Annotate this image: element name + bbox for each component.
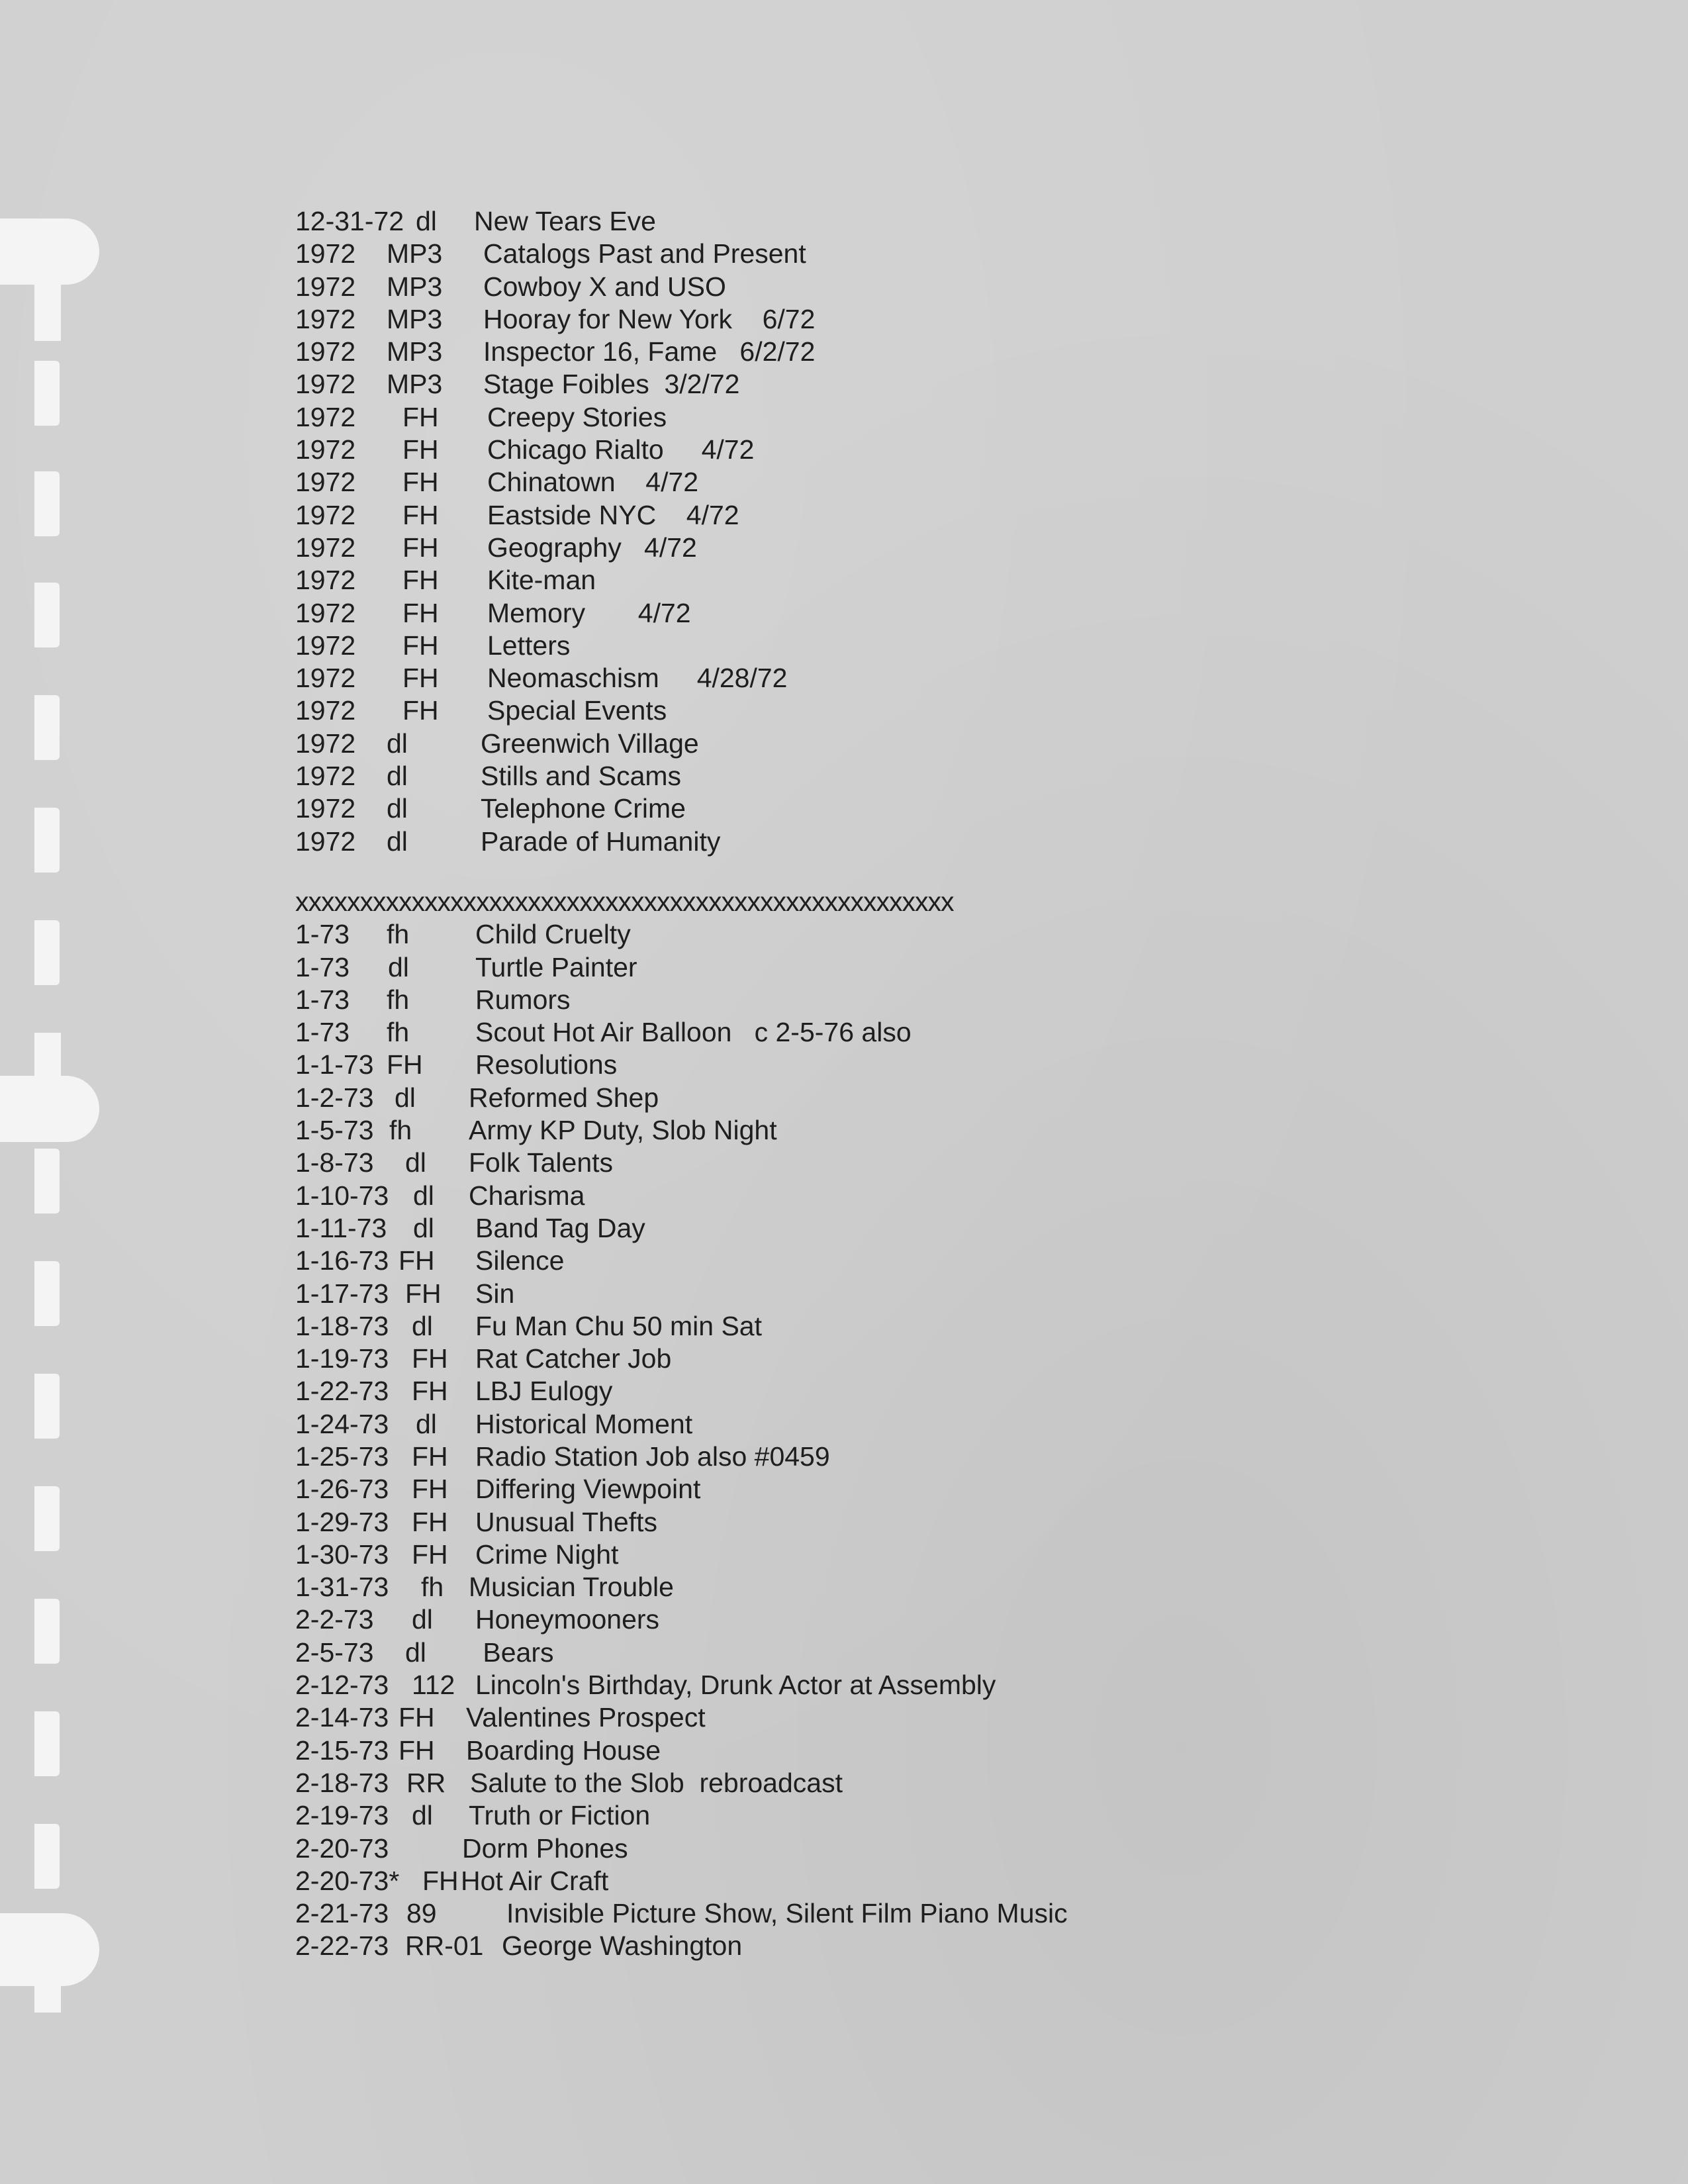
list-entry <box>295 1539 1619 1571</box>
entry-title: Lincoln's Birthday, Drunk Actor at Assembly <box>475 1670 996 1701</box>
entry-title: Truth or Fiction <box>469 1800 651 1831</box>
entry-date: 1-25-73 <box>295 1441 389 1472</box>
entry-title: Inspector 16, Fame 6/2/72 <box>483 336 816 367</box>
binder-hole-bottom-stem <box>34 1979 61 2013</box>
list-entry <box>295 1180 1619 1212</box>
entry-title: Unusual Thefts <box>475 1506 658 1537</box>
list-entry <box>295 499 1619 532</box>
entry-code: dl <box>405 1637 426 1668</box>
list-entry <box>295 951 1619 984</box>
list-entry <box>295 760 1619 792</box>
entry-title: Sin <box>475 1278 515 1309</box>
entry-title: Musician Trouble <box>469 1572 674 1603</box>
binder-slot <box>34 361 60 426</box>
entry-code: RR-01 <box>405 1930 484 1962</box>
entry-date: 1-73 <box>295 951 350 982</box>
entry-date: 1-10-73 <box>295 1180 389 1211</box>
entry-date: 1972 <box>295 238 356 269</box>
entry-code: dl <box>412 1800 433 1831</box>
entry-title: Invisible Picture Show, Silent Film Piano Music <box>469 1898 1068 1929</box>
entry-code: FH <box>422 1865 459 1896</box>
entry-date: 2-5-73 <box>295 1637 374 1668</box>
entry-code: dl <box>416 206 437 236</box>
entry-date: 1-1-73 <box>295 1049 374 1080</box>
list-entry <box>295 564 1619 596</box>
list-entry <box>295 1506 1619 1539</box>
binder-slot <box>34 1824 60 1889</box>
list-entry <box>295 205 1619 238</box>
binder-slot <box>34 695 60 760</box>
entry-date: 1-8-73 <box>295 1147 374 1178</box>
entry-code: dl <box>412 1310 433 1341</box>
entry-title: Scout Hot Air Balloon c 2-5-76 also <box>475 1017 912 1048</box>
list-entry <box>295 1669 1619 1701</box>
entry-date: 2-19-73 <box>295 1800 389 1831</box>
entry-title: Rat Catcher Job <box>475 1343 672 1374</box>
entry-title: Resolutions <box>475 1049 618 1080</box>
list-entry <box>295 1734 1619 1767</box>
list-entry <box>295 532 1619 564</box>
list-entry <box>295 271 1619 303</box>
entry-title: Band Tag Day <box>475 1212 645 1243</box>
entry-date: 1-19-73 <box>295 1343 389 1374</box>
entry-code: FH <box>412 1539 448 1570</box>
list-entry <box>295 1343 1619 1375</box>
entry-date: 2-21-73 <box>295 1898 389 1929</box>
entry-title: Differing Viewpoint <box>475 1474 701 1505</box>
binder-slot <box>34 1599 60 1664</box>
entry-date: 1972 <box>295 761 356 792</box>
entry-code: dl <box>405 1147 426 1178</box>
entry-title: Valentines Prospect <box>466 1702 706 1733</box>
entry-date: 1-16-73 <box>295 1245 389 1276</box>
entry-date: 1972 <box>295 271 356 302</box>
entry-date: 1-5-73 <box>295 1115 374 1146</box>
entry-code: dl <box>413 1180 434 1211</box>
entry-date: 1972 <box>295 467 356 498</box>
entry-date: 1972 <box>295 499 356 530</box>
list-entry <box>295 336 1619 368</box>
entry-date: 1972 <box>295 401 356 432</box>
entry-title: Chinatown 4/72 <box>487 467 699 498</box>
list-entry <box>295 1310 1619 1343</box>
entry-code: FH <box>412 1506 448 1537</box>
entry-code: fh <box>387 984 410 1015</box>
entry-code: FH <box>402 401 439 432</box>
entry-date: 1972 <box>295 532 356 563</box>
entry-title: Geography 4/72 <box>487 532 697 563</box>
entry-code: MP3 <box>387 369 443 400</box>
entry-code: dl <box>413 1212 434 1243</box>
binder-slot <box>34 1261 60 1326</box>
entry-date: 1972 <box>295 369 356 400</box>
entry-title: Telephone Crime <box>481 793 686 824</box>
list-entry <box>295 434 1619 466</box>
entry-date: 1-24-73 <box>295 1408 389 1439</box>
entry-title: Honeymooners <box>475 1604 660 1635</box>
list-entry <box>295 1767 1619 1799</box>
entry-title: Fu Man Chu 50 min Sat <box>475 1310 762 1341</box>
entry-date: 1-26-73 <box>295 1474 389 1505</box>
entry-date: 1-73 <box>295 984 350 1015</box>
entry-date: 1972 <box>295 826 356 857</box>
entry-title: Neomaschism 4/28/72 <box>487 663 788 694</box>
entry-code: dl <box>387 793 408 824</box>
entry-title: Historical Moment <box>475 1408 693 1439</box>
entry-date: 1972 <box>295 728 356 759</box>
episode-listing <box>295 205 1619 1963</box>
separator-line: xxxxxxxxxxxxxxxxxxxxxxxxxxxxxxxxxxxxxxxxxxxxxxxxxxx <box>295 886 954 917</box>
entry-title: Memory 4/72 <box>487 597 691 628</box>
binder-slot <box>34 920 60 985</box>
list-entry <box>295 1571 1619 1603</box>
list-entry <box>295 662 1619 694</box>
binder-slot <box>34 808 60 873</box>
binder-slot <box>34 1486 60 1551</box>
entry-title: Charisma <box>469 1180 585 1211</box>
entry-title: Silence <box>475 1245 565 1276</box>
entry-date: 2-20-73* <box>295 1865 400 1896</box>
entry-date: 1972 <box>295 630 356 661</box>
entry-code: FH <box>399 1734 435 1766</box>
entry-code: 112 <box>412 1670 455 1701</box>
entry-code: dl <box>416 1408 437 1439</box>
entry-date: 1972 <box>295 434 356 465</box>
list-entry <box>295 1701 1619 1734</box>
entry-title: Bears <box>475 1637 554 1668</box>
entry-date: 1-73 <box>295 1017 350 1048</box>
entry-code: MP3 <box>387 271 443 302</box>
entry-date: 2-22-73 <box>295 1930 389 1962</box>
entry-date: 1972 <box>295 336 356 367</box>
entry-code: fh <box>421 1572 444 1603</box>
list-entry <box>295 1832 1619 1865</box>
entry-title: Dorm Phones <box>462 1832 628 1864</box>
entry-code: FH <box>402 597 439 628</box>
entry-date: 1972 <box>295 565 356 596</box>
entry-title: Hooray for New York 6/72 <box>483 303 816 334</box>
list-entry <box>295 918 1619 951</box>
entry-title: Hot Air Craft <box>461 1865 609 1896</box>
entry-code: fh <box>389 1115 412 1146</box>
section-gap <box>295 858 1619 886</box>
entry-code: FH <box>387 1049 423 1080</box>
entry-date: 12-31-72 <box>295 206 404 236</box>
list-entry <box>295 401 1619 434</box>
binder-slot <box>34 1711 60 1776</box>
list-entry <box>295 1637 1619 1669</box>
binder-slot <box>34 1149 60 1213</box>
entry-date: 2-2-73 <box>295 1604 374 1635</box>
entry-date: 1-31-73 <box>295 1572 389 1603</box>
entry-title: Stage Foibles 3/2/72 <box>483 369 740 400</box>
list-entry <box>295 1930 1619 1962</box>
entry-title: George Washington <box>502 1930 743 1962</box>
entry-date: 1-17-73 <box>295 1278 389 1309</box>
entry-date: 1972 <box>295 303 356 334</box>
list-entry <box>295 1408 1619 1441</box>
list-entry <box>295 1603 1619 1636</box>
entry-date: 1-18-73 <box>295 1310 389 1341</box>
entry-code: fh <box>387 919 410 950</box>
list-entry <box>295 238 1619 270</box>
list-entry <box>295 1865 1619 1897</box>
list-entry <box>295 597 1619 630</box>
entry-title: Reformed Shep <box>469 1082 659 1113</box>
entry-title: Cowboy X and USO <box>483 271 726 302</box>
entry-code: FH <box>402 630 439 661</box>
entry-code: dl <box>387 761 408 792</box>
binder-slot <box>34 471 60 536</box>
list-entry <box>295 1082 1619 1114</box>
entry-date: 1-29-73 <box>295 1506 389 1537</box>
entry-code: FH <box>399 1702 435 1733</box>
binder-slot <box>34 1374 60 1439</box>
list-entry <box>295 1441 1619 1473</box>
entry-title: Folk Talents <box>469 1147 614 1178</box>
entry-code: FH <box>402 663 439 694</box>
entry-title: Boarding House <box>466 1734 661 1766</box>
list-entry <box>295 792 1619 825</box>
entry-title: Catalogs Past and Present <box>483 238 806 269</box>
entry-date: 1-11-73 <box>295 1212 387 1243</box>
entry-title: Child Cruelty <box>475 919 631 950</box>
entry-title: Salute to the Slob rebroadcast <box>470 1767 843 1798</box>
entry-code: MP3 <box>387 303 443 334</box>
entry-title: Radio Station Job also #0459 <box>475 1441 830 1472</box>
entry-date: 2-14-73 <box>295 1702 389 1733</box>
entry-code: FH <box>402 565 439 596</box>
entry-title: Turtle Painter <box>475 951 637 982</box>
entry-title: Crime Night <box>475 1539 619 1570</box>
entry-date: 2-15-73 <box>295 1734 389 1766</box>
entry-code: RR <box>406 1767 446 1798</box>
list-entry <box>295 1473 1619 1505</box>
list-entry <box>295 1375 1619 1407</box>
entry-title: Greenwich Village <box>481 728 699 759</box>
entry-code: FH <box>412 1343 448 1374</box>
list-entry <box>295 1114 1619 1147</box>
list-entry <box>295 1897 1619 1930</box>
binder-hole-top-stem <box>34 278 61 341</box>
entry-code: dl <box>395 1082 416 1113</box>
list-entry <box>295 826 1619 858</box>
entry-code: FH <box>402 467 439 498</box>
entry-code: fh <box>387 1017 410 1048</box>
list-entry <box>295 1049 1619 1081</box>
list-entry <box>295 1245 1619 1277</box>
entry-title: New Tears Eve <box>474 206 656 236</box>
entry-title: Special Events <box>487 695 667 726</box>
entry-date: 2-12-73 <box>295 1670 389 1701</box>
binder-slot <box>34 583 60 647</box>
entry-date: 1972 <box>295 597 356 628</box>
entry-title: Kite-man <box>487 565 596 596</box>
entry-code: dl <box>412 1604 433 1635</box>
list-entry <box>295 303 1619 336</box>
entry-date: 2-18-73 <box>295 1767 389 1798</box>
listing-1973 <box>295 918 1619 1963</box>
entry-code: FH <box>402 532 439 563</box>
entry-code: FH <box>402 499 439 530</box>
entry-code: MP3 <box>387 238 443 269</box>
entry-title: Eastside NYC 4/72 <box>487 499 739 530</box>
entry-code: FH <box>405 1278 442 1309</box>
entry-code: FH <box>412 1376 448 1407</box>
entry-code: FH <box>402 695 439 726</box>
entry-date: 1-73 <box>295 919 350 950</box>
list-entry <box>295 694 1619 727</box>
list-entry <box>295 1212 1619 1245</box>
entry-title: Letters <box>487 630 571 661</box>
entry-date: 1-22-73 <box>295 1376 389 1407</box>
list-entry <box>295 368 1619 401</box>
binder-hole-middle <box>0 1076 99 1142</box>
list-entry <box>295 984 1619 1016</box>
entry-title: Creepy Stories <box>487 401 667 432</box>
entry-title: Chicago Rialto 4/72 <box>487 434 755 465</box>
entry-date: 1972 <box>295 793 356 824</box>
entry-code: 89 <box>406 1898 437 1929</box>
entry-code: FH <box>412 1441 448 1472</box>
list-entry <box>295 466 1619 499</box>
list-entry <box>295 1147 1619 1179</box>
entry-code: dl <box>388 951 409 982</box>
entry-date: 2-20-73 <box>295 1832 389 1864</box>
entry-title: LBJ Eulogy <box>475 1376 613 1407</box>
list-entry <box>295 728 1619 760</box>
binder-hole-bottom <box>0 1913 99 1986</box>
binder-hole-middle-stem <box>34 1033 61 1079</box>
entry-code: dl <box>387 728 408 759</box>
entry-date: 1-2-73 <box>295 1082 374 1113</box>
entry-title: Stills and Scams <box>481 761 682 792</box>
entry-title: Rumors <box>475 984 571 1015</box>
list-entry <box>295 1799 1619 1832</box>
list-entry <box>295 630 1619 662</box>
entry-code: FH <box>412 1474 448 1505</box>
entry-date: 1-30-73 <box>295 1539 389 1570</box>
entry-code: dl <box>387 826 408 857</box>
entry-title: Parade of Humanity <box>481 826 721 857</box>
entry-code: FH <box>399 1245 435 1276</box>
entry-date: 1972 <box>295 695 356 726</box>
list-entry <box>295 1278 1619 1310</box>
entry-date: 1972 <box>295 663 356 694</box>
entry-title: Army KP Duty, Slob Night <box>469 1115 777 1146</box>
binder-hole-top <box>0 218 99 285</box>
list-entry <box>295 1016 1619 1049</box>
entry-code: FH <box>402 434 439 465</box>
listing-1972 <box>295 205 1619 858</box>
entry-code: MP3 <box>387 336 443 367</box>
